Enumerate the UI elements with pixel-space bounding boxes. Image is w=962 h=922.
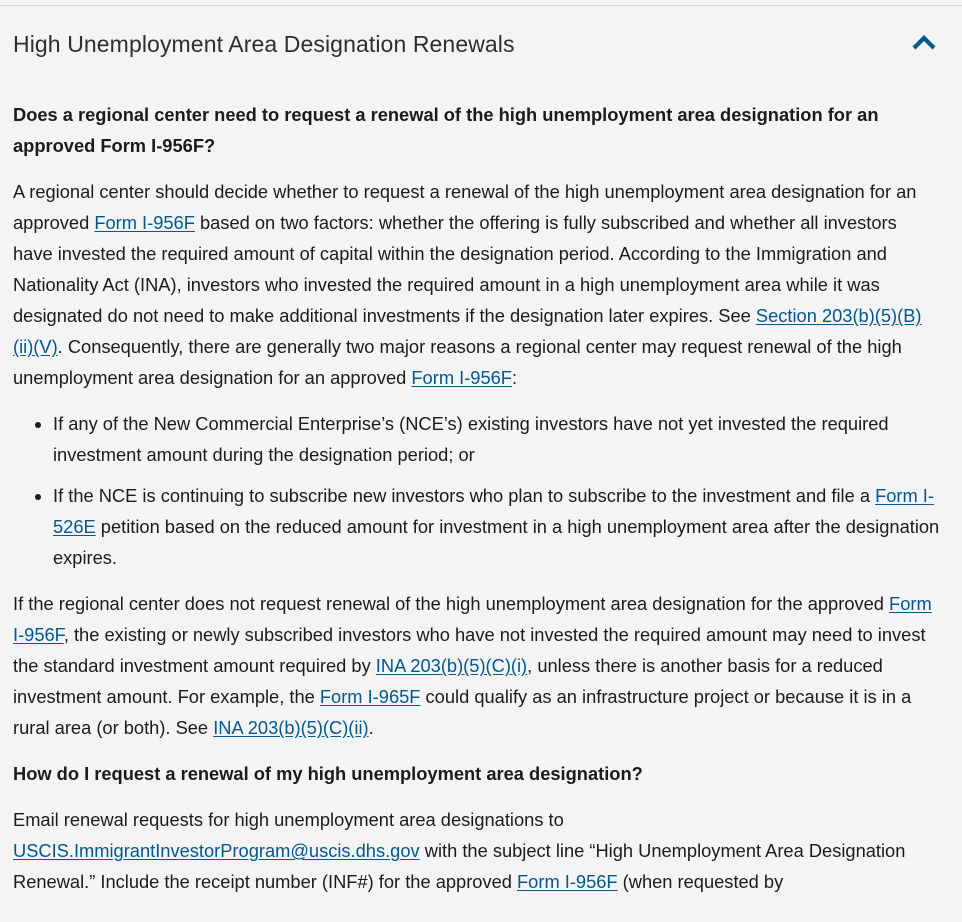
section-203-link[interactable]: Section 203(b)(5)(B)(ii)(V) xyxy=(13,305,922,357)
list-item xyxy=(53,408,941,470)
form-i-965f-link[interactable]: Form I-965F xyxy=(319,686,421,707)
form-i-526e-link[interactable]: Form I-526E xyxy=(53,485,934,537)
form-i-956f-link[interactable]: Form I-956F xyxy=(411,367,512,388)
text: A regional center should decide whether to request a renewal of the high unemployment area designation for an approved xyxy=(13,181,917,233)
text: If any of the New Commercial Enterprise’s (NCE’s) existing investors have not yet invested the required investment amount during the designation period; or xyxy=(53,413,889,465)
accordion-title: High Unemployment Area Designation Renewals xyxy=(13,31,515,57)
accordion-header[interactable] xyxy=(0,6,962,80)
chevron-up-icon[interactable] xyxy=(909,32,939,52)
accordion-content xyxy=(13,99,941,912)
ina-203-c-i-link[interactable]: INA 203(b)(5)(C)(i) xyxy=(375,655,528,676)
text: If the NCE is continuing to subscribe new investors who plan to subscribe to the investment and file a xyxy=(53,485,876,506)
text: : xyxy=(511,367,518,388)
text: based on two factors: whether the offering is fully subscribed and whether all investors have invested the required amount of capital within the designation period. According to the Immigration and Nationality Act (INA), investors who invested the required amount in a high unemployment area while it was designated do not need to make additional investments if the designation later expires. See xyxy=(13,212,897,326)
text: . Consequently, there are generally two major reasons a regional center may request renewal of the high unemployment area designation for an approved xyxy=(13,336,902,388)
text: with the subject line “High Unemployment Area Designation Renewal.” Include the receipt number (INF#) for the approved xyxy=(13,840,906,892)
faq-question: How do I request a renewal of my high unemployment area designation? xyxy=(13,763,643,784)
faq-answer-paragraph xyxy=(13,804,941,897)
form-i-956f-link[interactable]: Form I-956F xyxy=(13,593,932,645)
form-i-956f-link[interactable]: Form I-956F xyxy=(94,212,195,233)
faq-answer-paragraph xyxy=(13,176,941,393)
text: petition based on the reduced amount for investment in a high unemployment area after the designation expires. xyxy=(53,516,940,568)
email-link[interactable]: USCIS.ImmigrantInvestorProgram@uscis.dhs.gov xyxy=(13,840,420,861)
text: , unless there is another basis for a reduced investment amount. For example, the xyxy=(13,655,883,707)
text: Email renewal requests for high unemployment area designations to xyxy=(13,809,564,830)
list-item xyxy=(53,480,941,573)
faq-question: Does a regional center need to request a renewal of the high unemployment area designation for an approved Form I-956F? xyxy=(13,104,879,156)
form-i-956f-link[interactable]: Form I-956F xyxy=(517,871,618,892)
text: . xyxy=(368,717,374,738)
reasons-list xyxy=(13,408,941,573)
text: , the existing or newly subscribed investors who have not invested the required amount may need to invest the standard investment amount required by xyxy=(13,624,926,676)
ina-203-c-ii-link[interactable]: INA 203(b)(5)(C)(ii) xyxy=(213,717,369,738)
text: (when requested by xyxy=(617,871,784,892)
faq-answer-paragraph xyxy=(13,588,941,743)
text: If the regional center does not request renewal of the high unemployment area designation for the approved xyxy=(13,593,890,614)
text: could qualify as an infrastructure project or because it is in a rural area (or both). See xyxy=(13,686,912,738)
